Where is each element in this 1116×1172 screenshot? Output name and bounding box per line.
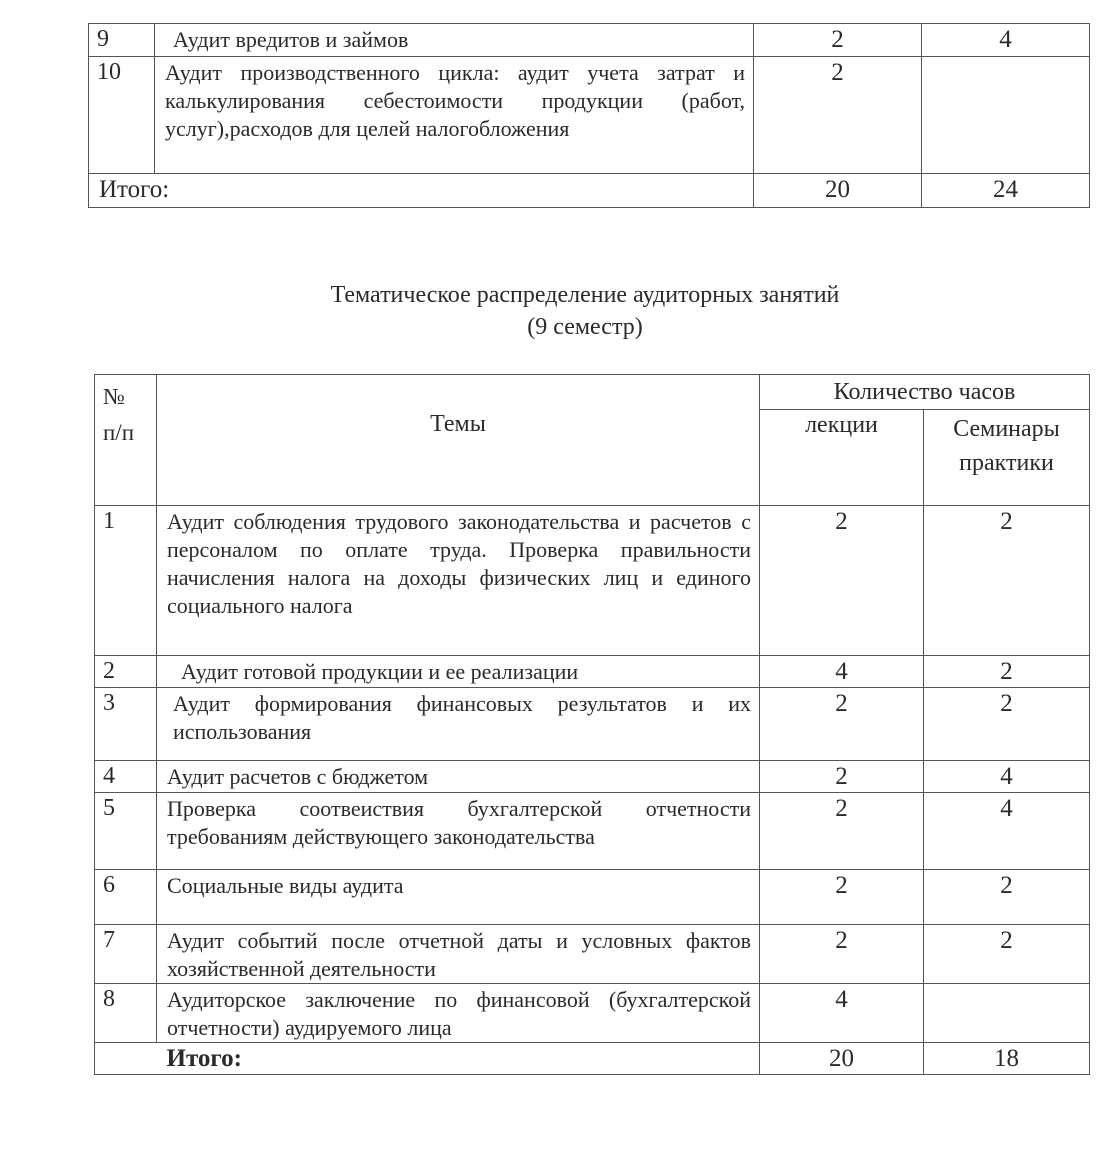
row-seminars: 4 <box>924 761 1090 793</box>
row-number: 1 <box>95 506 157 656</box>
row-number: 2 <box>95 656 157 688</box>
total-label: Итого: <box>89 174 754 208</box>
row-topic: Аудит соблюдения трудового законодательства и расчетов с персоналом по оплате труда. Проверка правильности начисления налога на доходы физических лиц и единого социального налога <box>157 506 760 656</box>
total-empty-cell <box>95 1043 157 1075</box>
total-label: Итого: <box>157 1043 760 1075</box>
total-seminars: 24 <box>922 174 1090 208</box>
row-lectures: 4 <box>760 984 924 1043</box>
previous-table <box>88 23 1090 208</box>
section-title-line2: (9 семестр) <box>527 314 643 340</box>
row-number: 5 <box>95 793 157 870</box>
section-title <box>0 279 1116 343</box>
row-number: 8 <box>95 984 157 1043</box>
total-row <box>95 1043 1090 1075</box>
header-seminars-line2: практики <box>959 450 1054 476</box>
header-number-pp: п/п <box>103 420 135 445</box>
row-lectures: 2 <box>754 57 922 174</box>
row-topic: Аудит производственного цикла: аудит учета затрат и калькулирования себестоимости продукции (работ, услуг),расходов для целей налогобложения <box>155 57 754 174</box>
row-lectures: 2 <box>760 870 924 925</box>
row-seminars: 2 <box>924 656 1090 688</box>
header-lectures: лекции <box>760 410 924 506</box>
row-lectures: 2 <box>760 688 924 761</box>
total-lectures: 20 <box>760 1043 924 1075</box>
row-number: 10 <box>89 57 155 174</box>
row-seminars: 2 <box>924 506 1090 656</box>
row-topic: Аудиторское заключение по финансовой (бухгалтерской отчетности) аудируемого лица <box>157 984 760 1043</box>
row-number: 4 <box>95 761 157 793</box>
total-lectures: 20 <box>754 174 922 208</box>
table-row <box>95 656 1090 688</box>
row-seminars: 2 <box>924 870 1090 925</box>
row-seminars: 4 <box>924 793 1090 870</box>
semester9-table <box>94 374 1090 1075</box>
header-seminars <box>924 410 1090 506</box>
header-seminars-line1: Семинары <box>953 416 1060 442</box>
row-seminars <box>922 57 1090 174</box>
row-topic: Аудит формирования финансовых результатов и их использования <box>157 688 760 761</box>
row-lectures: 2 <box>760 761 924 793</box>
row-topic: Аудит готовой продукции и ее реализации <box>157 656 760 688</box>
row-number: 6 <box>95 870 157 925</box>
table-row <box>89 24 1090 57</box>
row-topic: Социальные виды аудита <box>157 870 760 925</box>
row-number: 7 <box>95 925 157 984</box>
table-row <box>95 761 1090 793</box>
header-row <box>95 375 1090 410</box>
row-seminars: 4 <box>922 24 1090 57</box>
table-row <box>95 870 1090 925</box>
row-topic: Проверка соотвеиствия бухгалтерской отчетности требованиям действующего законодательства <box>157 793 760 870</box>
header-hours: Количество часов <box>760 375 1090 410</box>
table-row <box>95 925 1090 984</box>
row-lectures: 2 <box>760 793 924 870</box>
table-row <box>95 793 1090 870</box>
row-topic: Аудит вредитов и займов <box>155 24 754 57</box>
row-topic: Аудит расчетов с бюджетом <box>157 761 760 793</box>
row-topic: Аудит событий после отчетной даты и условных фактов хозяйственной деятельности <box>157 925 760 984</box>
row-seminars: 2 <box>924 688 1090 761</box>
row-lectures: 2 <box>760 506 924 656</box>
header-number <box>95 375 157 506</box>
row-seminars <box>924 984 1090 1043</box>
section-title-line1: Тематическое распределение аудиторных занятий <box>330 282 840 308</box>
table-row <box>95 984 1090 1043</box>
row-number: 9 <box>89 24 155 57</box>
header-number-sign: № <box>103 384 125 409</box>
table-row <box>95 506 1090 656</box>
row-lectures: 4 <box>760 656 924 688</box>
total-row <box>89 174 1090 208</box>
table-row <box>95 688 1090 761</box>
row-lectures: 2 <box>760 925 924 984</box>
header-topics: Темы <box>157 375 760 506</box>
table-row <box>89 57 1090 174</box>
row-seminars: 2 <box>924 925 1090 984</box>
row-lectures: 2 <box>754 24 922 57</box>
total-seminars: 18 <box>924 1043 1090 1075</box>
row-number: 3 <box>95 688 157 761</box>
